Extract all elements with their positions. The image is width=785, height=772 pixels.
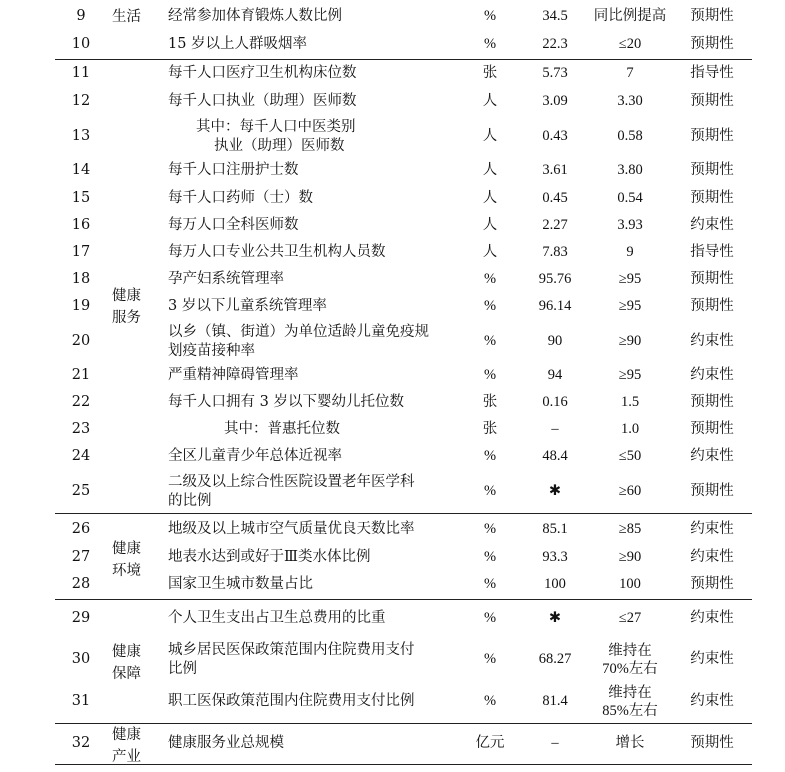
table-row (0, 545, 785, 571)
row-number: 31 (71, 693, 91, 710)
target-value: ≥90 (618, 549, 642, 566)
target-value (592, 638, 668, 682)
base-value: 2.27 (542, 217, 568, 234)
row-number: 13 (71, 128, 91, 145)
unit: % (483, 483, 497, 500)
category-health-service: 健康 服务 (112, 288, 141, 327)
row-number: 30 (71, 651, 91, 668)
category-life: 生活 (112, 9, 141, 25)
table-row (0, 572, 785, 598)
property: 预期性 (690, 162, 734, 179)
indicator-name (168, 321, 480, 363)
property: 预期性 (690, 735, 734, 752)
unit: 人 (482, 190, 498, 207)
property: 预期性 (690, 298, 734, 315)
row-number: 26 (71, 521, 91, 538)
target-value: 100 (619, 576, 641, 593)
property: 指导性 (690, 244, 734, 261)
indicator-line-1: 以乡（镇、街道）为单位适龄儿童免疫规 (168, 323, 429, 340)
row-number: 23 (71, 421, 91, 438)
table-row (0, 158, 785, 184)
table-row (0, 730, 785, 758)
unit: % (483, 8, 497, 25)
property: 约束性 (690, 521, 734, 538)
property: 预期性 (690, 8, 734, 25)
row-number: 20 (71, 333, 91, 350)
base-value: 0.43 (542, 128, 568, 145)
target-value: 0.54 (617, 190, 643, 207)
property: 预期性 (690, 421, 734, 438)
base-value: 68.27 (538, 651, 572, 668)
table-row (0, 240, 785, 266)
unit: 张 (482, 394, 498, 411)
unit: % (483, 549, 497, 566)
table-row (0, 606, 785, 632)
property: 约束性 (690, 549, 734, 566)
target-value: 0.58 (617, 128, 643, 145)
unit: % (483, 448, 497, 465)
base-value: 85.1 (542, 521, 568, 538)
target-value: 同比例提高 (593, 8, 667, 25)
base-value: 95.76 (538, 271, 572, 288)
base-value: ✱ (548, 610, 562, 627)
indicator-name (168, 471, 480, 513)
target-value: 增长 (615, 735, 645, 752)
unit: % (483, 693, 497, 710)
table-row (0, 321, 785, 363)
separator-bottom (55, 764, 752, 765)
row-number: 25 (71, 483, 91, 500)
table-row (0, 61, 785, 87)
unit: 人 (482, 162, 498, 179)
row-number: 19 (71, 298, 91, 315)
row-number: 16 (71, 217, 91, 234)
row-number: 10 (71, 36, 91, 53)
separator-env-security (55, 599, 752, 600)
row-number: 18 (71, 271, 91, 288)
indicator-name: 3 岁以下儿童系统管理率 (168, 298, 327, 315)
target-value: 7 (626, 65, 634, 82)
unit: 人 (482, 244, 498, 261)
indicator-line-2: 执业（助理）医师数 (214, 138, 345, 154)
target-value: 3.30 (617, 93, 643, 110)
base-value: 3.09 (542, 93, 568, 110)
table-row (0, 363, 785, 389)
property: 预期性 (690, 271, 734, 288)
unit: 亿元 (475, 735, 505, 752)
indicator-name: 每万人口全科医师数 (168, 217, 299, 234)
target-value: ≥95 (618, 271, 642, 288)
base-value: 48.4 (542, 448, 568, 465)
unit: % (483, 36, 497, 53)
target-value: ≥95 (618, 367, 642, 384)
table-row (0, 4, 785, 30)
target-value: ≥60 (618, 483, 642, 500)
indicator-line-1: 其中：每千人口中医类别 (196, 118, 356, 135)
table-row (0, 417, 785, 443)
base-value: 90 (547, 333, 563, 350)
unit: 人 (482, 93, 498, 110)
indicator-name: 经常参加体育锻炼人数比例 (168, 8, 342, 25)
indicator-line-2: 比例 (168, 661, 197, 677)
row-number: 9 (76, 8, 86, 25)
table-row (0, 471, 785, 513)
indicator-name: 严重精神障碍管理率 (168, 367, 299, 384)
indicator-name: 每千人口药师（士）数 (168, 190, 313, 207)
property: 约束性 (690, 367, 734, 384)
target-line-1: 维持在 (608, 642, 652, 659)
base-value: 22.3 (542, 36, 568, 53)
category-health-env: 健康 环境 (112, 541, 141, 580)
target-value: 3.93 (617, 217, 643, 234)
target-value: ≤20 (618, 36, 642, 53)
table-row (0, 116, 785, 158)
indicator-name: 每千人口医疗卫生机构床位数 (168, 65, 357, 82)
property: 约束性 (690, 693, 734, 710)
indicator-name: 健康服务业总规模 (168, 735, 284, 752)
target-value: 1.5 (620, 394, 640, 411)
row-number: 28 (71, 576, 91, 593)
unit: % (483, 333, 497, 350)
target-value: 3.80 (617, 162, 643, 179)
property: 预期性 (690, 190, 734, 207)
unit: 人 (482, 217, 498, 234)
table-row (0, 89, 785, 115)
base-value: – (551, 421, 559, 438)
property: 约束性 (690, 333, 734, 350)
unit: % (483, 610, 497, 627)
base-value: 94 (547, 367, 563, 384)
base-value: 0.45 (542, 190, 568, 207)
base-value: 93.3 (542, 549, 568, 566)
unit: % (483, 521, 497, 538)
table-row (0, 32, 785, 58)
row-number: 24 (71, 448, 91, 465)
row-number: 12 (71, 93, 91, 110)
target-value: 1.0 (620, 421, 640, 438)
table-row (0, 267, 785, 293)
property: 预期性 (690, 394, 734, 411)
row-number: 29 (71, 610, 91, 627)
target-line-2: 70%左右 (602, 661, 658, 677)
base-value: 7.83 (542, 244, 568, 261)
table-row (0, 213, 785, 239)
indicator-name: 每万人口专业公共卫生机构人员数 (168, 244, 386, 261)
property: 约束性 (690, 651, 734, 668)
target-value: ≤27 (618, 610, 642, 627)
row-number: 21 (71, 367, 91, 384)
row-number: 14 (71, 162, 91, 179)
unit: 张 (482, 421, 498, 438)
property: 指导性 (690, 65, 734, 82)
indicator-name: 每千人口拥有 3 岁以下婴幼儿托位数 (168, 394, 404, 411)
target-value: ≥85 (618, 521, 642, 538)
category-health-security: 健康 保障 (112, 644, 141, 683)
indicator-name: 个人卫生支出占卫生总费用的比重 (168, 610, 386, 627)
row-number: 32 (71, 735, 91, 752)
base-value: 0.16 (542, 394, 568, 411)
property: 预期性 (690, 36, 734, 53)
unit: % (483, 271, 497, 288)
target-line-2: 85%左右 (602, 703, 658, 719)
indicator-line-2: 的比例 (168, 493, 212, 509)
row-number: 11 (71, 65, 91, 82)
row-number: 17 (71, 244, 91, 261)
property: 预期性 (690, 576, 734, 593)
indicator-name: 每千人口执业（助理）医师数 (168, 93, 357, 110)
unit: 人 (482, 128, 498, 145)
base-value: 96.14 (538, 298, 572, 315)
target-value: ≥95 (618, 298, 642, 315)
indicator-name: 全区儿童青少年总体近视率 (168, 448, 342, 465)
table-row (0, 680, 785, 724)
table-row (0, 517, 785, 543)
indicator-sub: 其中：普惠托位数 (224, 421, 340, 438)
table-row (0, 294, 785, 320)
separator-service-env (55, 513, 752, 514)
property: 预期性 (690, 128, 734, 145)
indicator-name (168, 417, 480, 443)
indicator-name (168, 116, 480, 158)
indicator-name: 职工医保政策范围内住院费用支付比例 (168, 693, 415, 710)
indicator-line-2: 划疫苗接种率 (168, 343, 255, 359)
separator-life-service (55, 59, 752, 60)
base-value: 100 (544, 576, 566, 593)
base-value: 81.4 (542, 693, 568, 710)
property: 预期性 (690, 93, 734, 110)
base-value: 3.61 (542, 162, 568, 179)
unit: % (483, 367, 497, 384)
indicator-name: 地表水达到或好于Ⅲ类水体比例 (168, 549, 371, 566)
base-value: ✱ (548, 483, 562, 500)
indicator-name: 地级及以上城市空气质量优良天数比率 (168, 521, 415, 538)
unit: % (483, 298, 497, 315)
indicator-line-1: 二级及以上综合性医院设置老年医学科 (168, 473, 415, 490)
table-row (0, 444, 785, 470)
category-health-industry: 健康 产业 (112, 727, 141, 766)
unit: % (483, 576, 497, 593)
row-number: 15 (71, 190, 91, 207)
base-value: – (551, 735, 559, 752)
target-line-1: 维持在 (608, 684, 652, 701)
property: 约束性 (690, 448, 734, 465)
unit: % (483, 651, 497, 668)
target-value: ≤50 (618, 448, 642, 465)
unit: 张 (482, 65, 498, 82)
target-value: ≥90 (618, 333, 642, 350)
row-number: 22 (71, 394, 91, 411)
indicator-line-1: 城乡居民医保政策范围内住院费用支付 (168, 641, 415, 658)
row-number: 27 (71, 549, 91, 566)
target-value: 9 (626, 244, 634, 261)
base-value: 34.5 (542, 8, 568, 25)
indicator-name: 孕产妇系统管理率 (168, 271, 284, 288)
base-value: 5.73 (542, 65, 568, 82)
target-value (592, 680, 668, 724)
indicator-name: 15 岁以上人群吸烟率 (168, 36, 308, 53)
table-row (0, 638, 785, 682)
indicator-name: 每千人口注册护士数 (168, 162, 299, 179)
table-row (0, 186, 785, 212)
indicator-name (168, 638, 480, 682)
table-row (0, 390, 785, 416)
indicator-name: 国家卫生城市数量占比 (168, 576, 313, 593)
property: 约束性 (690, 217, 734, 234)
property: 预期性 (690, 483, 734, 500)
property: 约束性 (690, 610, 734, 627)
